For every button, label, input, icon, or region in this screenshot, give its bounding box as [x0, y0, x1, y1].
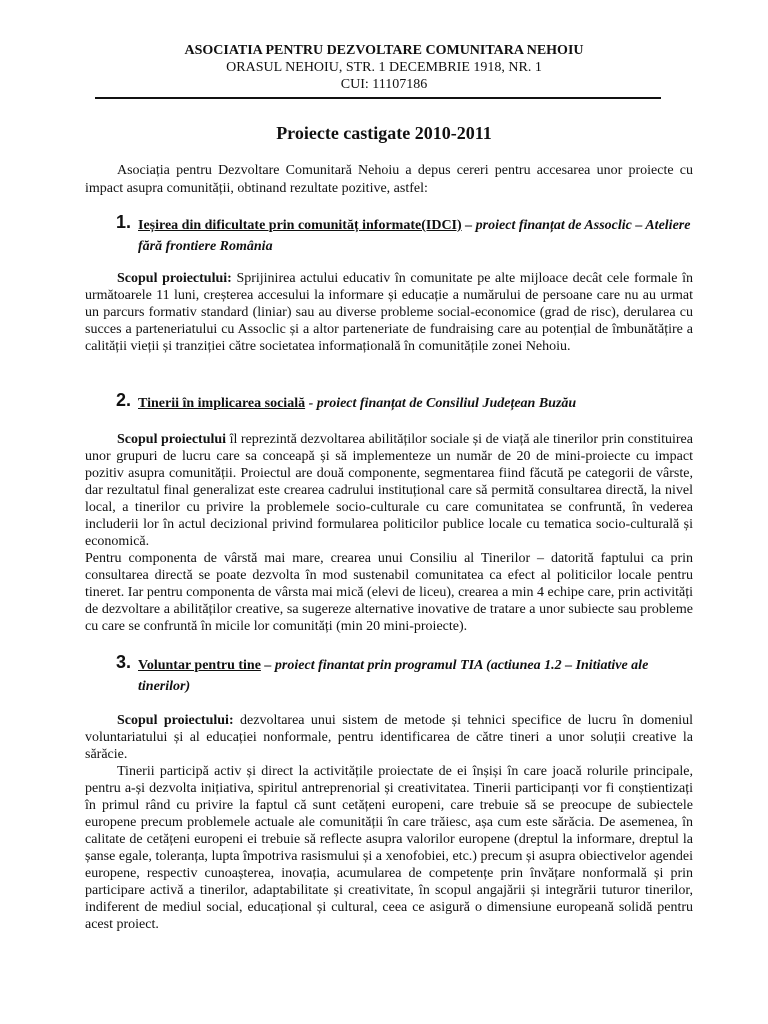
- project-2-paragraph-1: [85, 431, 693, 550]
- letterhead: [0, 42, 768, 93]
- project-3-scope-label: Scopul proiectului:: [117, 713, 234, 728]
- project-2-scope-text: îl reprezintă dezvoltarea abilităților sociale și de viață ale tinerilor prin constituirea unor grupuri de lucru care sa conceapă și să implementeze un număr de 20 de mini-proiecte cu impact pozitiv asupra comunității. Proiectul are două componente, segmentarea fiind făcută pe categorii de vârste, dar rezultatul final generalizat este crearea cadrului instituțional care să permită consultarea directă, la nivel local, a tinerilor cu privire la problemele socio-culturale cu care comunitatea se confruntă, în vederea includerii lor în actul decizional privind formularea politicilor publice locale cu tematica socio-culturală și economică.: [85, 432, 693, 549]
- project-1-paragraph-1: [85, 270, 693, 355]
- project-1-scope-label: Scopul proiectului:: [117, 271, 232, 286]
- document-title: Proiecte castigate 2010-2011: [276, 123, 492, 143]
- project-2-number: 2.: [116, 390, 132, 410]
- organization-cui: CUI: 11107186: [340, 77, 428, 92]
- project-2-scope-label: Scopul proiectului: [117, 432, 227, 447]
- project-1-scope-text: Sprijinirea actului educativ în comunitate pe alte mijloace decât cele formale în următoarele 11 luni, creșterea accesului la informare și educație a numărului de persoane care nu au urmat un parcurs formativ standard (liniar) sau au diverse probleme social-economice (grad de risc), derularea cu succes a parteneriatului cu Assoclic și a altor parteneriate de fundraising care au potențial de îmbunătățire a calității vieții și tranziției către societatea informațională în comunitățile zonei Nehoiu.: [85, 271, 694, 354]
- project-3-paragraph-1: [85, 712, 693, 763]
- project-2-description: - proiect finanțat de Consiliul Județean Buzău: [305, 396, 577, 411]
- project-1-heading: [116, 212, 696, 257]
- project-2-name: Tinerii în implicarea socială: [138, 396, 306, 411]
- intro-paragraph: Asociația pentru Dezvoltare Comunitară Nehoiu a depus cereri pentru accesarea unor proiecte cu impact asupra comunității, obtinand rezultate pozitive, astfel:: [85, 163, 693, 196]
- header-divider: [95, 97, 661, 99]
- project-1-description: – proiect finanțat de Assoclic – Ateliere fără frontiere România: [138, 218, 691, 254]
- project-2-heading: [116, 390, 696, 414]
- project-3-scope-text: dezvoltarea unui sistem de metode și tehnici specifice de lucru în domeniul voluntariatului și al educației nonformale, pentru identificarea de către tineri a unor soluții creative la sărăcie.: [85, 713, 693, 762]
- project-3-name: Voluntar pentru tine: [138, 658, 261, 673]
- project-1-number: 1.: [116, 212, 132, 232]
- organization-address: ORASUL NEHOIU, STR. 1 DECEMBRIE 1918, NR. 1: [226, 60, 542, 75]
- organization-name: ASOCIATIA PENTRU DEZVOLTARE COMUNITARA NEHOIU: [184, 43, 584, 58]
- project-1-name: Ieșirea din dificultate prin comunităț informate(IDCI): [138, 218, 462, 233]
- project-3-number: 3.: [116, 652, 132, 672]
- project-3-heading: [116, 652, 696, 697]
- project-2-paragraph-2: Pentru componenta de vârstă mai mare, crearea unui Consiliu al Tinerilor – datorită faptului ca prin consultarea directă se poate dezvolta în mod sustenabil comunitatea ca efect al politicilor locale pentru tineret. Iar pentru componenta de vârsta mai mică (elevi de liceu), crearea a min 4 echipe care, prin activități de dezvoltare a abilităților creative, sa sugereze alternative inovative de tratare a unor subiecte sau probleme cu care se confruntă în micile lor comunități (min 20 mini-proiecte).: [85, 551, 693, 634]
- project-3-paragraph-2: Tinerii participă activ și direct la activitățile proiectate de ei înșiși în care joacă rolurile principale, pentru a-și dezvolta inițiativa, spiritul antreprenorial și creativitatea. Tinerii participanți vor fi conștientizați în primul rând cu privire la faptul că sunt cetățeni europeni, care trebuie să se preocupe de subiectele europene precum problemele actuale ale comunității în care trăiesc, așa cum este sărăcia. De asemenea, în calitate de cetățeni europeni ei trebuie să reflecte asupra valorilor europene (dreptul la informare, dreptul la șanse egale, toleranța, lupta împotriva rasismului și a xenofobiei, etc.) precum și asupra obiectivelor agendei europene, respectiv cunoașterea, inovația, acumularea de competențe prin învățare nonformală și prin participare activă a tinerilor, adaptabilitate și creativitate, în scopul angajării și integrării tuturor tinerilor, indiferent de mediul social, educațional și cultural, ceea ce asigură o dimensiune europeană solidă pentru acest proiect.: [85, 764, 693, 932]
- project-3-description: – proiect finantat prin programul TIA (actiunea 1.2 – Initiative ale tinerilor): [138, 658, 649, 694]
